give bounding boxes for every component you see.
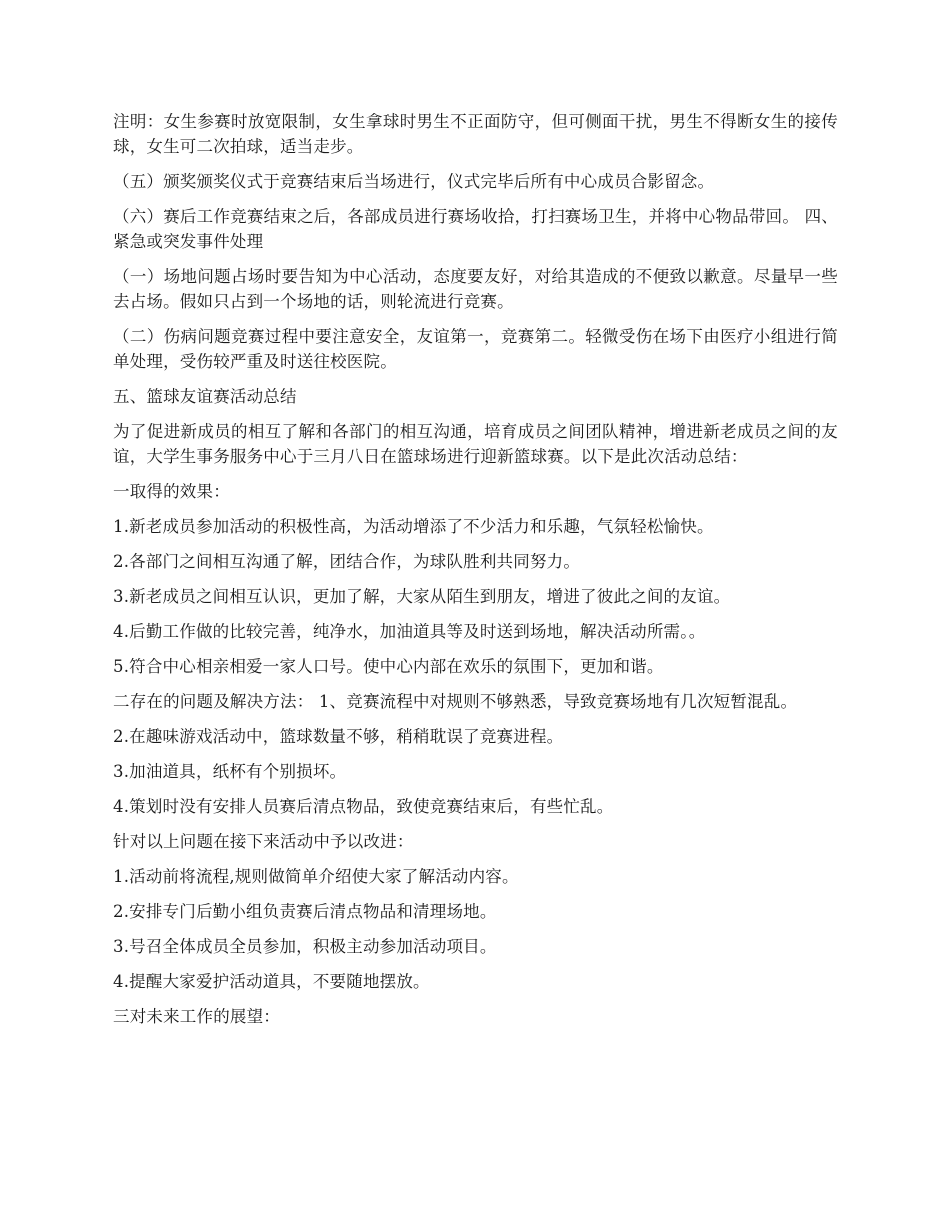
list-item-problem-2: 2.在趣味游戏活动中，篮球数量不够，稍稍耽误了竞赛进程。	[113, 727, 564, 746]
subheading-results: 一取得的效果：	[113, 482, 230, 501]
paragraph-summary-intro: 为了促进新成员的相互了解和各部门的相互沟通，培育成员之间团队精神，增进新老成员之间的友谊，大学生事务服务中心于三月八日在篮球场进行迎新篮球赛。以下是此次活动总结：	[113, 422, 838, 466]
list-item-improvement-1: 1.活动前将流程,规则做简单介绍使大家了解活动内容。	[113, 867, 519, 886]
list-item-improvement-3: 3.号召全体成员全员参加，积极主动参加活动项目。	[113, 937, 497, 956]
list-item-result-1: 1.新老成员参加活动的积极性高，为活动增添了不少活力和乐趣，气氛轻松愉快。	[113, 517, 714, 536]
paragraph-note-female-rules: 注明：女生参赛时放宽限制，女生拿球时男生不正面防守，但可侧面干扰，男生不得断女生的接传球，女生可二次拍球，适当走步。	[113, 112, 838, 156]
list-item-result-2: 2.各部门之间相互沟通了解，团结合作，为球队胜利共同努力。	[113, 552, 581, 571]
list-item-problem-3: 3.加油道具，纸杯有个别损坏。	[113, 762, 347, 781]
list-item-result-4: 4.后勤工作做的比较完善，纯净水，加油道具等及时送到场地，解决活动所需。。	[113, 622, 706, 641]
subheading-improvements: 针对以上问题在接下来活动中予以改进：	[113, 832, 414, 851]
list-item-problem-4: 4.策划时没有安排人员赛后清点物品，致使竞赛结束后，有些忙乱。	[113, 797, 614, 816]
list-item-result-3: 3.新老成员之间相互认识，更加了解，大家从陌生到朋友，增进了彼此之间的友谊。	[113, 587, 731, 606]
section-heading-summary: 五、篮球友谊赛活动总结	[113, 387, 297, 406]
subheading-outlook: 三对未来工作的展望：	[113, 1007, 280, 1026]
paragraph-injury-issue: （二）伤病问题竞赛过程中要注意安全，友谊第一，竞赛第二。轻微受伤在场下由医疗小组进行简单处理，受伤较严重及时送往校医院。	[113, 327, 838, 371]
paragraph-venue-issue: （一）场地问题占场时要告知为中心活动，态度要友好，对给其造成的不便致以歉意。尽量早一些去占场。假如只占到一个场地的话，则轮流进行竞赛。	[113, 267, 838, 311]
subheading-problems: 二存在的问题及解决方法： 1、竞赛流程中对规则不够熟悉，导致竞赛场地有几次短暂混乱。	[113, 692, 798, 711]
paragraph-post-game-work: （六）赛后工作竞赛结束之后，各部成员进行赛场收拾，打扫赛场卫生，并将中心物品带回。 四、紧急或突发事件处理	[113, 207, 838, 251]
list-item-improvement-2: 2.安排专门后勤小组负责赛后清点物品和清理场地。	[113, 902, 497, 921]
list-item-improvement-4: 4.提醒大家爱护活动道具，不要随地摆放。	[113, 972, 430, 991]
paragraph-awards: （五）颁奖颁奖仪式于竞赛结束后当场进行，仪式完毕后所有中心成员合影留念。	[113, 172, 715, 191]
list-item-result-5: 5.符合中心相亲相爱一家人口号。使中心内部在欢乐的氛围下，更加和谐。	[113, 657, 664, 676]
